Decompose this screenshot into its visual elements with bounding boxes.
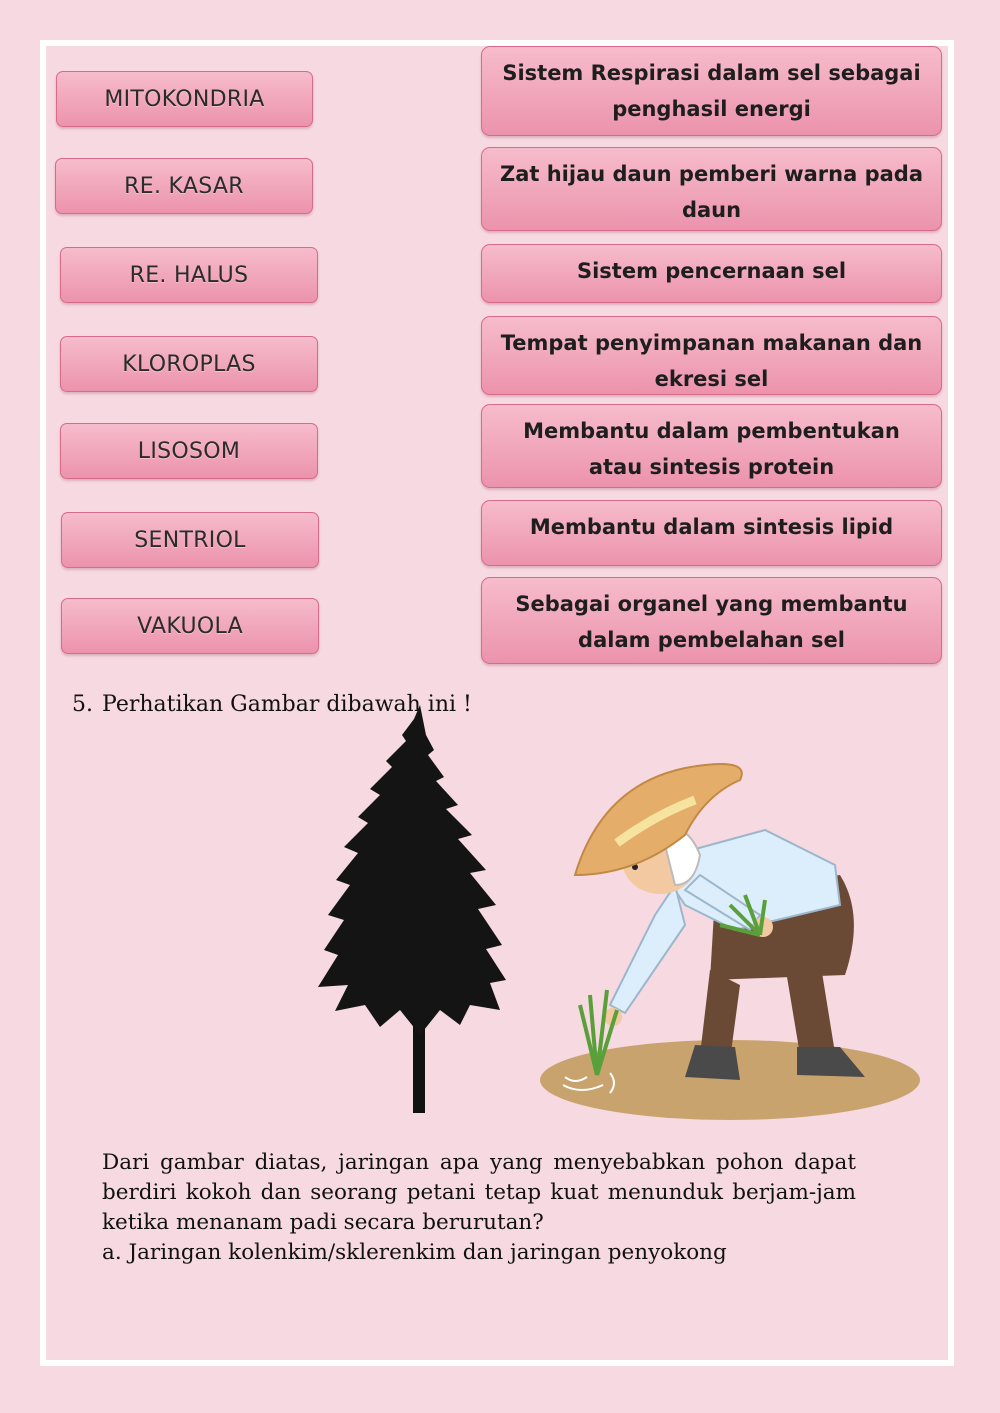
answer-text: a. Jaringan kolenkim/sklerenkim dan jaringan penyokong: [102, 1240, 727, 1265]
farmer-planting-image: [535, 755, 930, 1125]
definition-card[interactable]: Zat hijau daun pemberi warna pada daun: [481, 147, 942, 231]
definition-card[interactable]: Sebagai organel yang membantu dalam pembelahan sel: [481, 577, 942, 664]
question-number: 5.: [72, 692, 93, 717]
definition-card[interactable]: Membantu dalam sintesis lipid: [481, 500, 942, 566]
term-card[interactable]: RE. KASAR: [55, 158, 313, 214]
term-card[interactable]: MITOKONDRIA: [56, 71, 313, 127]
definition-card[interactable]: Tempat penyimpanan makanan dan ekresi sel: [481, 316, 942, 395]
question-prompt: Perhatikan Gambar dibawah ini !: [102, 692, 472, 717]
term-card[interactable]: LISOSOM: [60, 423, 318, 479]
term-card[interactable]: SENTRIOL: [61, 512, 319, 568]
definition-card[interactable]: Membantu dalam pembentukan atau sintesis protein: [481, 404, 942, 488]
question-text: Dari gambar diatas, jaringan apa yang menyebabkan pohon dapat berdiri kokoh dan seorang petani tetap kuat menunduk berjam-jam ketika menanam padi secara berurutan?: [102, 1150, 856, 1235]
tree-silhouette-image: [310, 705, 510, 1115]
definition-card[interactable]: Sistem Respirasi dalam sel sebagai penghasil energi: [481, 46, 942, 136]
term-card[interactable]: KLOROPLAS: [60, 336, 318, 392]
term-card[interactable]: RE. HALUS: [60, 247, 318, 303]
term-card[interactable]: VAKUOLA: [61, 598, 319, 654]
definition-card[interactable]: Sistem pencernaan sel: [481, 244, 942, 303]
